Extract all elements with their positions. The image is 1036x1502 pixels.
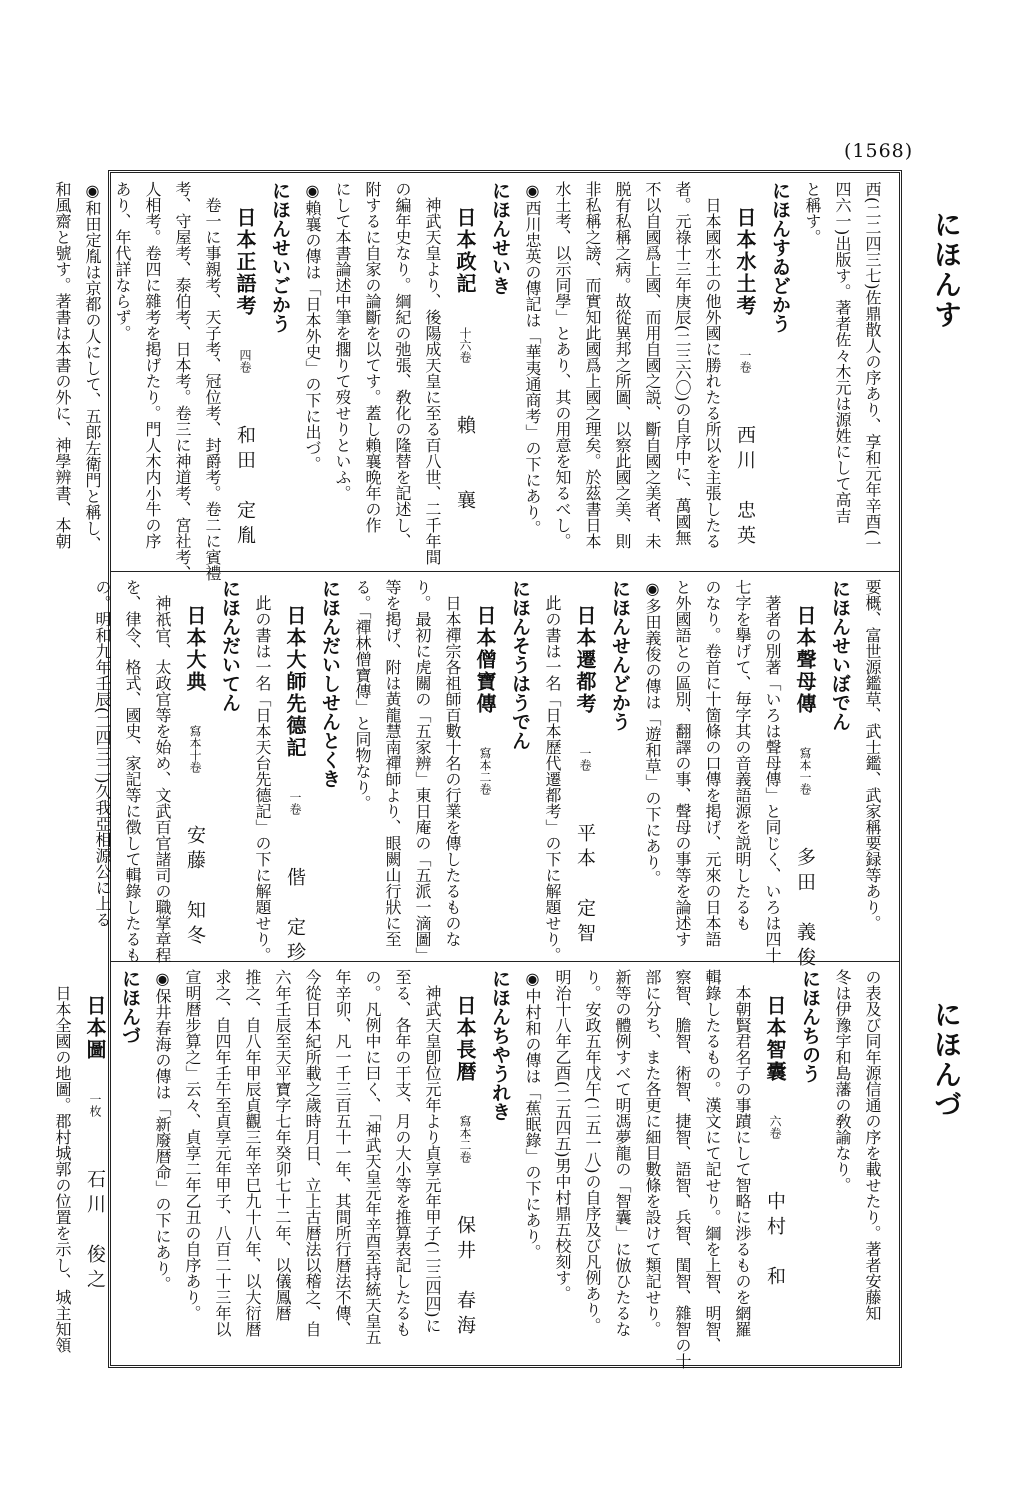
entry-author: 和田 定胤 <box>234 425 256 550</box>
tier-bottom <box>53 969 893 1369</box>
body-text-line: り。最初に虎關の「五家辨」東日庵の「五派一滴圖」 <box>413 579 432 963</box>
entry-title: 日本僧寶傳 <box>473 605 497 715</box>
entry-title: 日本正語考 <box>233 207 257 317</box>
side-heading-bottom: にほんづ <box>930 1000 963 1120</box>
entry-reading-heading: にほんだいてん <box>219 579 241 712</box>
entry-title: 日本大典 <box>183 605 207 693</box>
body-text-line: 者。元祿十三年庚辰(二三六〇)の自序中に、萬國無 <box>673 181 692 546</box>
body-text-line: 非私稱之謗、而實知此國爲上國之理矣。於茲書日本 <box>583 181 602 549</box>
entry-reading-heading: にほんづ <box>119 969 141 1045</box>
body-text-line: の編年史なり。綱紀の弛張、敎化の隆替を記述し、 <box>393 181 412 549</box>
entry-volumes: 一枚 <box>88 1093 102 1117</box>
entry-reading-heading: にほんだいしせんとくき <box>319 579 341 788</box>
body-text-line: 求之、自四年壬午至貞享元年甲子、八百二十三年以 <box>213 969 232 1337</box>
entry-title-line <box>467 579 503 955</box>
tier-top <box>53 181 893 581</box>
body-text-line: 宣明暦步算之」云々、貞享二年乙丑の自序あり。 <box>183 969 202 1321</box>
body-text-line: 日本全國の地圖。郡村城郭の位置を示し、城主知領 <box>53 985 72 1353</box>
entry-title-line <box>727 181 763 567</box>
entry-reading-heading: にほんせんどかう <box>609 579 631 731</box>
body-text-line: 輯錄したるもの。漢文にて記せり。綱を上智、明智、 <box>703 969 722 1353</box>
cross-reference-line: ◉賴襄の傳は「日本外史」の下に出づ。 <box>303 181 322 472</box>
entry-volumes: 一卷 <box>578 747 592 771</box>
body-text-line: にして本書論述中筆を擱りて歿せりといふ。 <box>333 181 352 501</box>
page-number: (1568) <box>844 140 914 162</box>
entry-author: 平本 定智 <box>574 823 596 948</box>
entry-volumes: 一卷 <box>738 349 752 373</box>
body-text-line: 脱有私稱之病。故從異邦之所圖、以察此國之美、則 <box>613 181 632 549</box>
body-text-line: る。「禪林僧寶傳」と同物なり。 <box>353 579 372 811</box>
entry-reading-heading: にほんすゐどかう <box>769 181 791 333</box>
entry-title: 日本長暦 <box>453 995 477 1083</box>
cross-reference-line: ◉保井春海の傳は「新廢暦命」の下にあり。 <box>153 969 172 1292</box>
entry-reading-heading: にほんせいき <box>489 181 511 295</box>
entry-author: 保井 春海 <box>454 1215 476 1340</box>
entry-volumes: 十六卷 <box>458 327 472 363</box>
entry-author: 賴 襄 <box>454 415 476 515</box>
entry-reading-heading: にほんちやうれき <box>489 969 511 1121</box>
entry-volumes: 寫本二卷 <box>478 747 492 795</box>
body-text-line: り。安政五年戊午(二五一八)の自序及び凡例あり。 <box>583 969 602 1334</box>
body-text-line: 推之、自八年甲辰貞觀三年辛巳九十八年、以大衍暦 <box>243 969 262 1337</box>
body-text-line: のなり。卷首に十箇條の口傳を掲げ、元來の日本語 <box>703 579 722 947</box>
body-text-line: 要概、富世源鑑草、武士鑑、武家稱要録等あり。 <box>863 579 882 931</box>
body-text-line: 神武天皇より、後陽成天皇に至る百八世、二千年間 <box>423 197 442 565</box>
body-text-line: と稱す。 <box>803 181 822 245</box>
body-text-line: 六年壬辰至天平寶字七年癸卯七十二年、以儀鳳暦 <box>273 969 292 1321</box>
body-text-line: 新等の體例すべて明馮夢龍の「智囊」に倣ひたるな <box>613 969 632 1337</box>
body-text-line: 日本禪宗各祖師百數十名の行業を傳したるものな <box>443 595 462 947</box>
tier-middle <box>93 579 893 972</box>
cross-reference-line: ◉中村和の傳は「蕉眠錄」の下にあり。 <box>523 969 542 1260</box>
entry-reading-heading: にほんせいごかう <box>269 181 291 333</box>
body-text-line: 水土考、以示同學」とあり、其の用意を知るべし。 <box>553 181 572 549</box>
page-frame <box>53 170 902 1369</box>
entry-title-line <box>447 969 483 1363</box>
entry-volumes: 一卷 <box>288 791 302 815</box>
body-text-line: の。明和九年壬辰(二四三二)久我亞相源公に上る <box>93 579 112 928</box>
entry-volumes: 寫本十卷 <box>188 725 202 773</box>
cross-reference-line: ◉和田定胤は京都の人にして、五郎左衛門と稱し、 <box>83 181 102 552</box>
entry-title-line <box>177 579 213 955</box>
cross-reference-line: ◉多田義俊の傳は「遊和草」の下にあり。 <box>643 579 662 886</box>
entry-reading-heading: にほんせいぼでん <box>829 579 851 731</box>
body-text-line: 此の書は一名「日本歷代遷都考」の下に解題せり。 <box>543 595 562 963</box>
entry-title-line <box>227 181 263 567</box>
body-text-line: 考、守屋考、泰伯考、日本考。卷三に神道考、宮社考、 <box>173 181 192 581</box>
body-text-line: 人相考。卷四に雜考を掲げたり。門人木内小牛の序 <box>143 181 162 549</box>
body-text-line: 附するに自家の論斷を以てす。蓋し賴襄晩年の作 <box>363 181 382 533</box>
entry-author: 多田 義俊 <box>794 847 816 972</box>
body-text-line: 部に分ち、また各更に細目數條を設けて類記せり。 <box>643 969 662 1337</box>
body-text-line: 此の書は一名「日本天台先德記」の下に解題せり。 <box>253 595 272 963</box>
entry-reading-heading: にほんちのう <box>799 969 821 1083</box>
body-text-line: 不以自國爲上國、而用自國之説、斷自國之美者、未 <box>643 181 662 549</box>
entry-author: 偕 定珍 <box>284 867 306 967</box>
entry-title: 日本圖 <box>83 995 107 1061</box>
body-text-line: 年辛卯、凡一千三百五十一年、其間所行暦法不傳、 <box>333 969 352 1337</box>
entry-title-line <box>277 579 313 967</box>
body-text-line: 卷一に事親考、天子考、冠位考、封爵考。卷二に賓禮 <box>203 197 222 581</box>
body-text-line: 今從日本紀所載之歲時月日、立上古暦法以稽之、自 <box>303 969 322 1337</box>
entry-reading-heading: にほんそうはうでん <box>509 579 531 750</box>
body-text-line: 七字を擧げて、毎字其の音義語源を説明したるも <box>733 579 752 931</box>
entry-author: 石川 俊之 <box>84 1169 106 1294</box>
entry-title-line <box>567 579 603 955</box>
entry-title: 日本遷都考 <box>573 605 597 715</box>
entry-title-line <box>77 969 113 1363</box>
tier-divider-1 <box>111 571 899 572</box>
entry-title: 日本聲母傳 <box>793 605 817 715</box>
body-text-line: の。凡例中に曰く、「神武天皇元年辛酉至持統天皇五 <box>363 969 382 1345</box>
entry-author: 中村 和 <box>764 1191 786 1291</box>
entry-title: 日本大師先德記 <box>283 605 307 759</box>
entry-author: 西川 忠英 <box>734 425 756 550</box>
entry-title-line <box>447 181 483 567</box>
body-text-line: と外國語との區別、翻譯の事、聲母の事等を論述す <box>673 579 692 947</box>
entry-volumes: 四卷 <box>238 349 252 373</box>
entry-title-line <box>787 579 823 972</box>
body-text-line: 神武天皇卽位元年より貞享元年甲子(二三四四)に <box>423 985 442 1334</box>
entry-volumes: 寫本二卷 <box>458 1115 472 1163</box>
body-text-line: 著者の別著「いろは聲母傳」と同じく、いろは四十 <box>763 595 782 963</box>
side-heading-top: にほんす <box>930 210 963 330</box>
entry-title: 日本智囊 <box>763 995 787 1083</box>
body-text-line: 日本國水土の他外國に勝れたる所以を主張したる <box>703 197 722 549</box>
body-text-line: 冬は伊豫宇和島藩の敎諭なり。 <box>833 969 852 1193</box>
body-text-line: 察智、膽智、術智、捷智、語智、兵智、閨智、雜智の十 <box>673 969 692 1369</box>
body-text-line: 等を掲げ、附は黃龍慧南禪師より、眼闕山行狀に至 <box>383 579 402 947</box>
body-text-line: を、律令、格式、國史、家記等に徴して輯錄したるも <box>123 579 142 963</box>
entry-title-line <box>757 969 793 1363</box>
body-text-line: 明治十八年乙酉(二五四五)男中村鼎五校刻す。 <box>553 969 572 1302</box>
entry-volumes: 寫本一卷 <box>798 747 812 795</box>
entry-volumes: 六卷 <box>768 1115 782 1139</box>
entry-author: 安藤 知冬 <box>184 825 206 950</box>
entry-title: 日本政記 <box>453 207 477 295</box>
body-text-line: 至る、各年の干支、月の大小等を推算表記したるも <box>393 969 412 1337</box>
entry-title: 日本水土考 <box>733 207 757 317</box>
body-text-line: 神祇官、太政官等を始め、文武百官諸司の職掌章程 <box>153 595 172 963</box>
body-text-line: 西(二二四三七)佐鼎散人の序あり、享和元年辛酉(一 <box>863 181 882 552</box>
body-text-line: 本朝賢君名子の事蹟にして智略に渉るものを網羅 <box>733 985 752 1337</box>
body-text-line: あり、年代詳ならず。 <box>113 181 132 341</box>
body-text-line: 四六一)出版す。著者佐々木元は源姓にして高吉 <box>833 181 852 524</box>
cross-reference-line: ◉西川忠英の傳記は「華夷通商考」の下にあり。 <box>523 181 542 536</box>
body-text-line: の表及び同年源信通の序を載せたり。著者安藤知 <box>863 969 882 1321</box>
body-text-line: 和風齋と號す。著書は本書の外に、神學辨書、本朝 <box>53 181 72 549</box>
